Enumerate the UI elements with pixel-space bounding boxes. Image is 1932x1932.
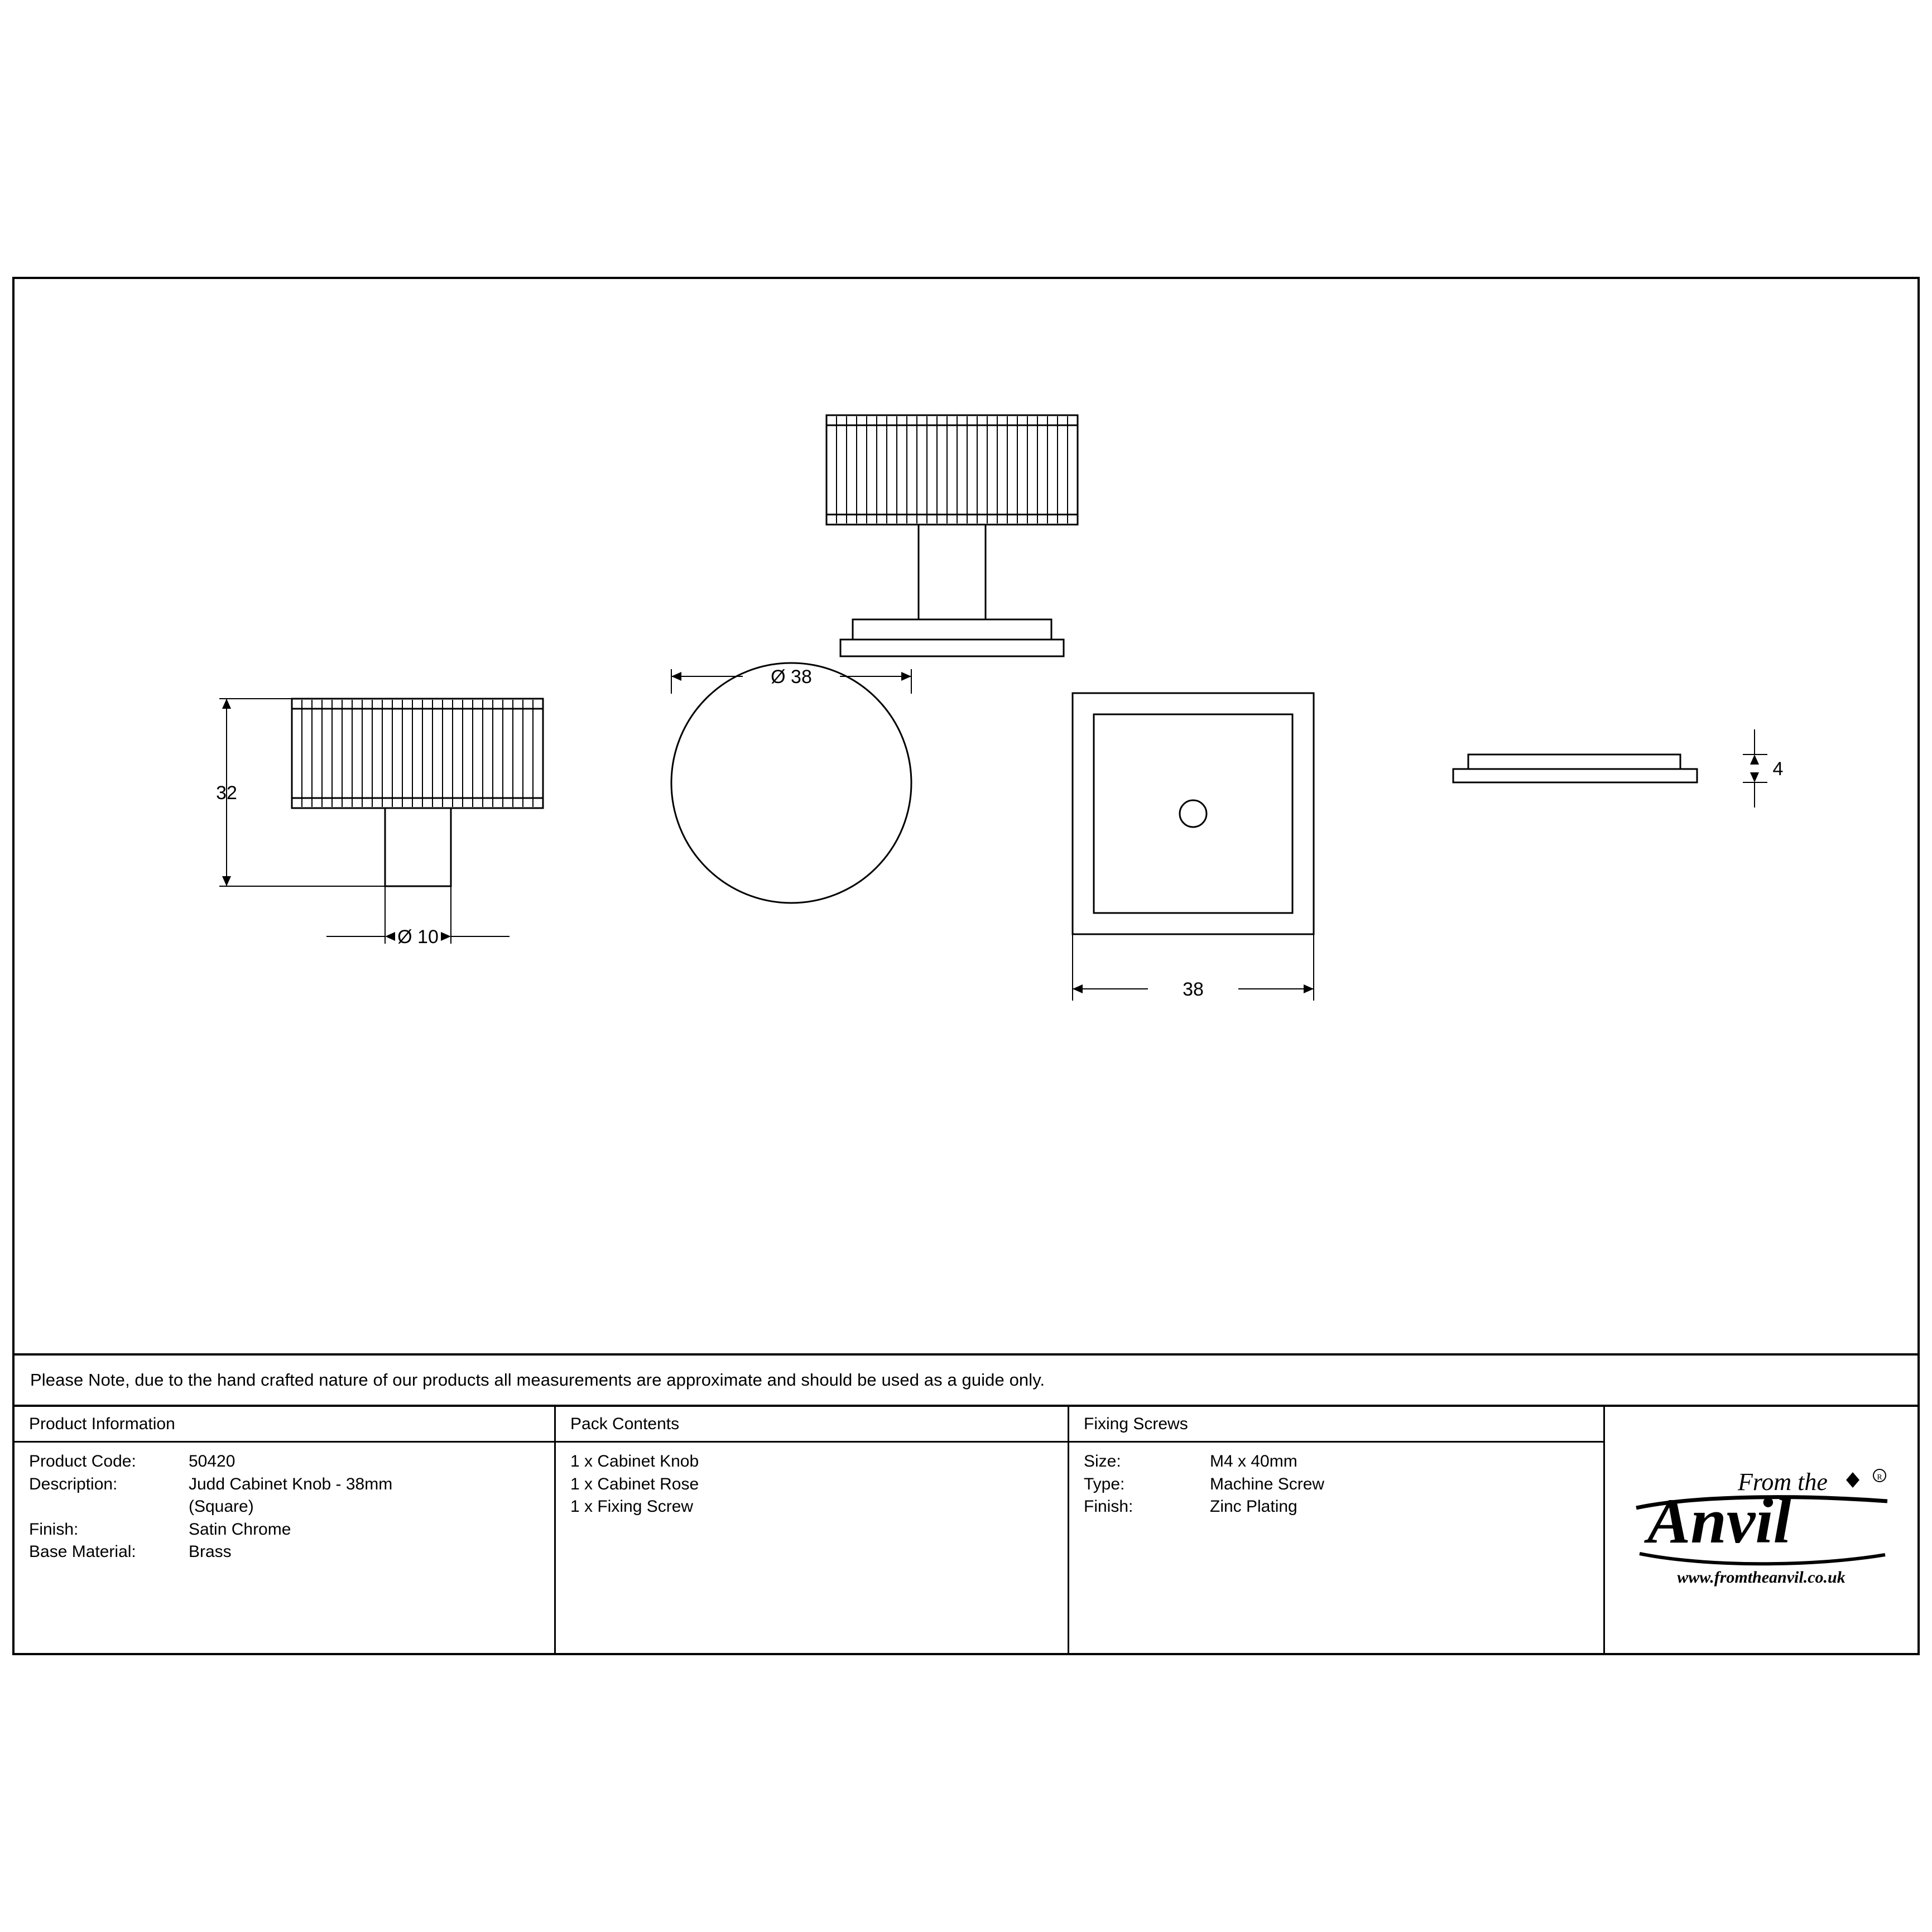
measurement-note-row	[15, 1353, 1917, 1405]
screw-type-label: Type:	[1084, 1474, 1125, 1493]
logo-line1: From the	[1738, 1468, 1828, 1496]
pack-contents-header: Pack Contents	[556, 1407, 1068, 1443]
plan-circle-view	[671, 663, 911, 903]
product-drawing-svg	[15, 279, 1917, 1353]
fixing-screws-body	[1069, 1443, 1603, 1517]
logo-line2: Anvil	[1647, 1485, 1791, 1557]
description-value-line2: (Square)	[189, 1497, 254, 1516]
pack-contents-body	[556, 1443, 1068, 1517]
product-information-body	[15, 1443, 554, 1563]
screw-finish-value: Zinc Plating	[1210, 1497, 1297, 1516]
pack-contents-item: 1 x Cabinet Knob	[570, 1452, 699, 1470]
product-information-header: Product Information	[15, 1407, 554, 1443]
screw-finish-label: Finish:	[1084, 1497, 1133, 1516]
measurement-note-text: Please Note, due to the hand crafted nature of our products all measurements are approximate and should be used as a guide only.	[30, 1370, 1045, 1390]
product-information-column	[15, 1407, 556, 1655]
finish-row	[29, 1520, 554, 1540]
drawing-sheet	[12, 277, 1920, 1655]
logo-website: www.fromtheanvil.co.uk	[1677, 1568, 1846, 1587]
base-material-label: Base Material:	[29, 1542, 136, 1561]
product-code-row	[29, 1452, 554, 1472]
logo-diamond-icon	[1846, 1472, 1859, 1488]
description-row	[29, 1474, 554, 1495]
screw-finish-row	[1084, 1497, 1603, 1517]
screw-type-row	[1084, 1474, 1603, 1495]
pack-contents-column	[556, 1407, 1069, 1655]
brand-logo	[1605, 1407, 1917, 1655]
dim-label-knob-height: 32	[216, 782, 237, 804]
description-row-continued	[29, 1497, 554, 1517]
fixing-screws-column	[1069, 1407, 1605, 1655]
finish-value: Satin Chrome	[189, 1520, 291, 1539]
finish-label: Finish:	[29, 1520, 79, 1539]
pack-contents-item: 1 x Fixing Screw	[570, 1497, 694, 1516]
dim-label-rose-width: 38	[1183, 979, 1204, 1000]
front-elevation-view	[220, 699, 543, 943]
product-code-label: Product Code:	[29, 1452, 136, 1470]
dim-label-rose-thickness: 4	[1772, 758, 1784, 780]
product-code-value: 50420	[189, 1452, 236, 1470]
base-material-row	[29, 1542, 554, 1563]
base-material-value: Brass	[189, 1542, 232, 1561]
pack-contents-item: 1 x Cabinet Rose	[570, 1474, 699, 1493]
description-label: Description:	[29, 1474, 118, 1493]
top-elevation-view	[826, 415, 1078, 656]
screw-size-label: Size:	[1084, 1452, 1121, 1470]
from-the-anvil-logo-icon	[1627, 1448, 1895, 1615]
screw-type-value: Machine Screw	[1210, 1474, 1325, 1493]
fixing-screws-header: Fixing Screws	[1069, 1407, 1603, 1443]
dim-label-knob-diameter: Ø 38	[771, 666, 812, 688]
technical-drawing-area	[15, 279, 1917, 1353]
rose-plan-view	[1073, 693, 1314, 1000]
dim-label-stem-diameter: Ø 10	[397, 926, 439, 948]
logo-registered-mark: R	[1877, 1473, 1882, 1482]
screw-size-row	[1084, 1452, 1603, 1472]
product-info-table	[15, 1405, 1917, 1655]
screw-size-value: M4 x 40mm	[1210, 1452, 1297, 1470]
description-value: Judd Cabinet Knob - 38mm	[189, 1474, 393, 1493]
brand-logo-column	[1605, 1407, 1917, 1655]
rose-edge-view	[1453, 730, 1767, 807]
